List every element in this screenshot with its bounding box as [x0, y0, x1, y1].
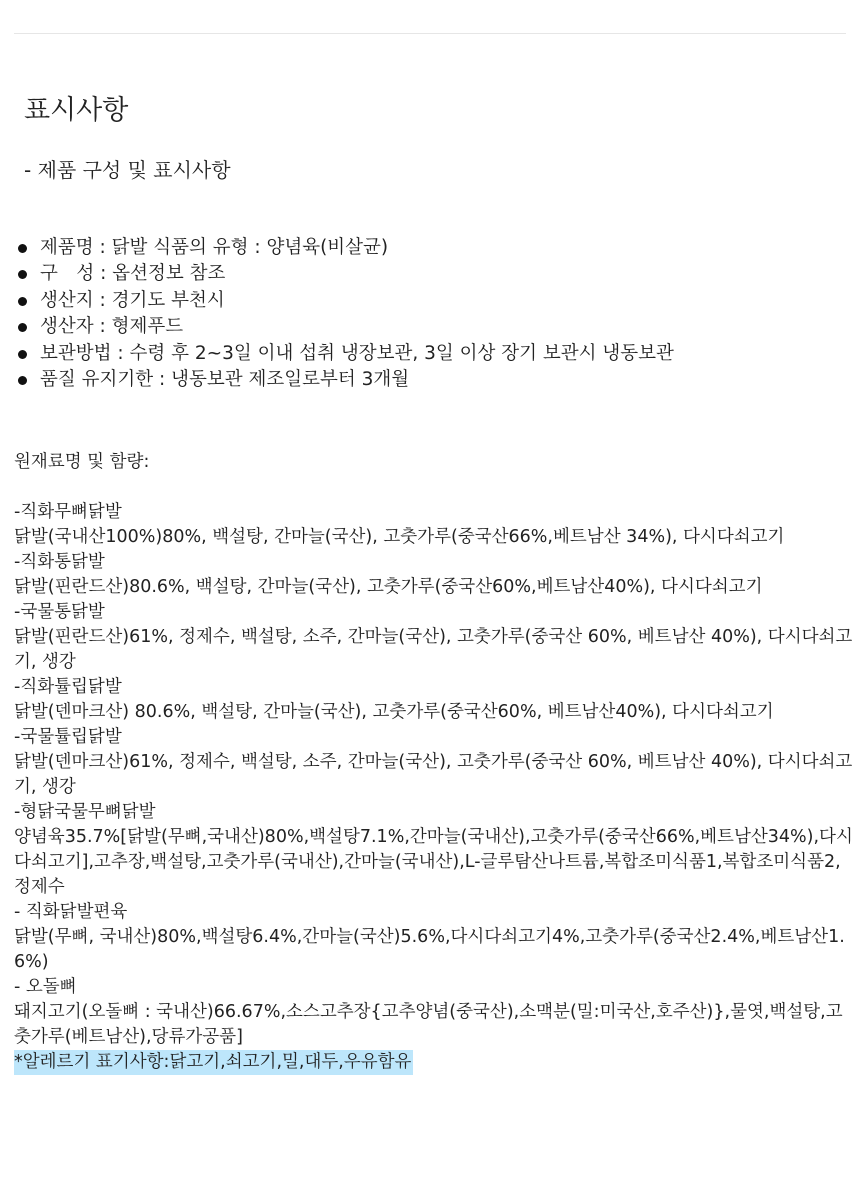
spec-text: 생산자 : 형제푸드 [40, 316, 184, 338]
ingredients-section [14, 450, 854, 1075]
spec-text: 품질 유지기한 : 냉동보관 제조일로부터 3개월 [40, 369, 410, 391]
page-title: 표시사항 [24, 95, 129, 126]
spec-item-origin [16, 288, 674, 314]
spec-list [16, 235, 674, 393]
spec-text: 생산지 : 경기도 부천시 [40, 289, 225, 311]
ingredient-name: -직화튤립닭발 [14, 677, 122, 697]
bullet-icon [18, 270, 27, 279]
ingredient-block [14, 500, 854, 550]
ingredient-block [14, 600, 854, 675]
ingredient-desc: 닭발(국내산100%)80%, 백설탕, 간마늘(국산), 고춧가루(중국산66%,베트남산 34%), 다시다쇠고기 [14, 527, 785, 547]
ingredient-name: -국물튤립닭발 [14, 727, 122, 747]
ingredient-desc: 닭발(무뼈, 국내산)80%,백설탕6.4%,간마늘(국산)5.6%,다시다쇠고기4%,고춧가루(중국산2.4%,베트남산1.6%) [14, 927, 845, 972]
spec-text: 구 성 : 옵션정보 참조 [40, 263, 226, 285]
ingredients-heading: 원재료명 및 함량: [14, 452, 150, 472]
ingredient-desc: 돼지고기(오돌뼈 : 국내산)66.67%,소스고추장{고추양념(중국산),소맥분(밀:미국산,호주산)},물엿,백설탕,고춧가루(베트남산),당류가공품] [14, 1002, 843, 1047]
ingredient-block [14, 975, 854, 1050]
ingredient-block [14, 550, 854, 600]
ingredient-name: - 직화닭발편육 [14, 902, 128, 922]
spec-text: 제품명 : 닭발 식품의 유형 : 양념육(비살균) [40, 237, 389, 258]
top-divider [14, 33, 846, 34]
spec-item-product-name [16, 235, 674, 261]
ingredient-desc: 닭발(덴마크산) 80.6%, 백설탕, 간마늘(국산), 고춧가루(중국산60%, 베트남산40%), 다시다쇠고기 [14, 702, 774, 722]
spec-item-producer [16, 314, 674, 340]
ingredient-block [14, 800, 854, 900]
bullet-icon [18, 350, 27, 359]
ingredient-desc: 양념육35.7%[닭발(무뼈,국내산)80%,백설탕7.1%,간마늘(국내산),고춧가루(중국산66%,베트남산34%),다시다쇠고기],고추장,백설탕,고춧가루(국내산),간마늘(국내산),L-글루탐산나트륨,복합조미식품1,복합조미식품2,정제수 [14, 827, 853, 897]
ingredient-name: -직화통닭발 [14, 552, 105, 572]
ingredient-block [14, 725, 854, 800]
allergy-notice: *알레르기 표기사항:닭고기,쇠고기,밀,대두,우유함유 [14, 1050, 413, 1075]
spec-item-shelf-life [16, 367, 674, 393]
ingredient-block [14, 675, 854, 725]
bullet-icon [18, 297, 27, 306]
bullet-icon [18, 323, 27, 332]
ingredient-desc: 닭발(핀란드산)80.6%, 백설탕, 간마늘(국산), 고춧가루(중국산60%,베트남산40%), 다시다쇠고기 [14, 577, 763, 597]
spec-item-composition [16, 261, 674, 287]
ingredient-name: - 오돌뼈 [14, 977, 77, 997]
ingredient-desc: 닭발(덴마크산)61%, 정제수, 백설탕, 소주, 간마늘(국산), 고춧가루(중국산 60%, 베트남산 40%), 다시다쇠고기, 생강 [14, 752, 853, 797]
spec-item-storage [16, 341, 674, 367]
bullet-icon [18, 376, 27, 385]
spec-text: 보관방법 : 수령 후 2~3일 이내 섭취 냉장보관, 3일 이상 장기 보관시 냉동보관 [40, 342, 674, 364]
bullet-icon [18, 244, 27, 253]
ingredient-name: -형닭국물무뼈닭발 [14, 802, 156, 822]
ingredient-desc: 닭발(핀란드산)61%, 정제수, 백설탕, 소주, 간마늘(국산), 고춧가루(중국산 60%, 베트남산 40%), 다시다쇠고기, 생강 [14, 627, 853, 672]
page-subtitle: - 제품 구성 및 표시사항 [24, 158, 231, 182]
ingredient-name: -국물통닭발 [14, 602, 105, 622]
ingredient-name: -직화무뼈닭발 [14, 502, 122, 522]
ingredient-block [14, 900, 854, 975]
